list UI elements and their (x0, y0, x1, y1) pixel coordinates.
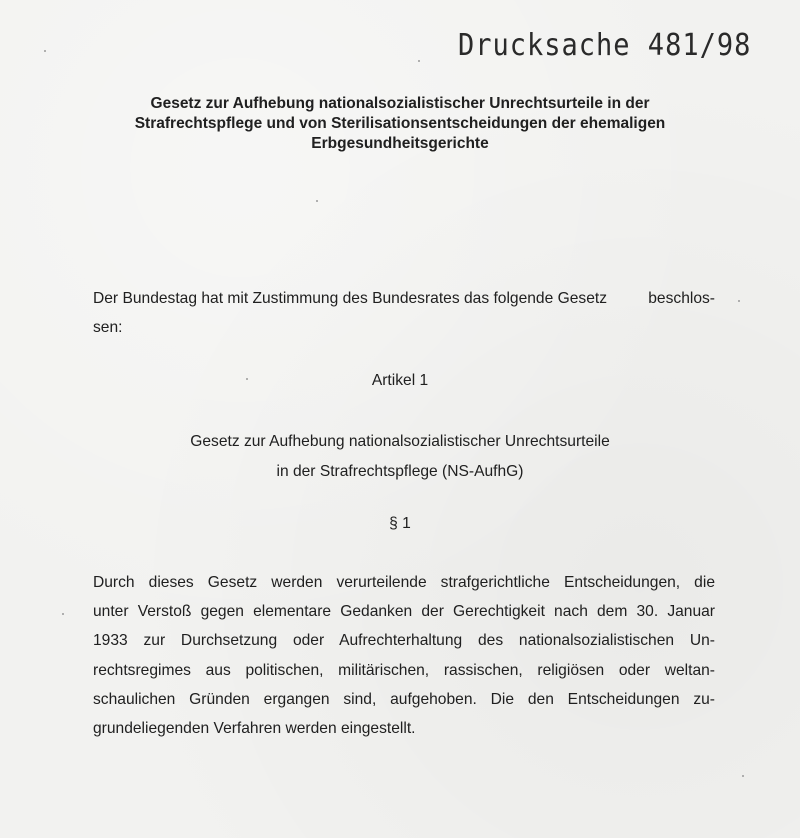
title-line: Erbgesundheitsgerichte (311, 135, 489, 152)
scan-speck (418, 60, 420, 62)
paragraph-line: Durch dieses Gesetz werden verurteilende strafgerichtliche Entscheidungen, die (93, 574, 715, 591)
scan-speck (742, 775, 744, 777)
document-title (100, 94, 700, 154)
document-number-stamp: Drucksache 481/98 (458, 28, 752, 63)
scan-speck (62, 613, 64, 615)
enactment-hyphenated-word: beschlos- (648, 290, 715, 307)
title-line: Strafrechtspflege und von Sterilisationsentscheidungen der ehemaligen (134, 115, 666, 132)
law-title-line: in der Strafrechtspflege (NS-AufhG) (276, 463, 524, 480)
enactment-line (93, 284, 715, 313)
paragraph-line: rechtsregimes aus politischen, militärischen, rassischen, religiösen oder weltan- (93, 661, 715, 679)
paragraph-line: schaulichen Gründen ergangen sind, aufgehoben. Die den Entscheidungen zu- (93, 690, 715, 708)
section-heading: § 1 (389, 515, 411, 532)
scan-speck (738, 300, 740, 302)
paragraph-line: grundeliegenden Verfahren werden eingestellt. (93, 720, 416, 738)
law-title-line: Gesetz zur Aufhebung nationalsozialistischer Unrechtsurteile (190, 433, 610, 450)
law-title (100, 427, 700, 487)
enactment-text: Der Bundestag hat mit Zustimmung des Bundesrates das folgende Gesetz (93, 290, 608, 307)
section-paragraph (93, 568, 715, 743)
enactment-clause (93, 284, 715, 342)
paragraph-line: 1933 zur Durchsetzung oder Aufrechterhaltung des nationalsozialistischen Un- (93, 632, 715, 650)
article-heading: Artikel 1 (371, 372, 429, 389)
scan-speck (44, 50, 46, 52)
scan-speck (316, 200, 318, 202)
title-line: Gesetz zur Aufhebung nationalsozialistischer Unrechtsurteile in der (150, 95, 650, 112)
enactment-line: sen: (93, 319, 123, 336)
paragraph-line: unter Verstoß gegen elementare Gedanken der Gerechtigkeit nach dem 30. Januar (93, 603, 715, 621)
